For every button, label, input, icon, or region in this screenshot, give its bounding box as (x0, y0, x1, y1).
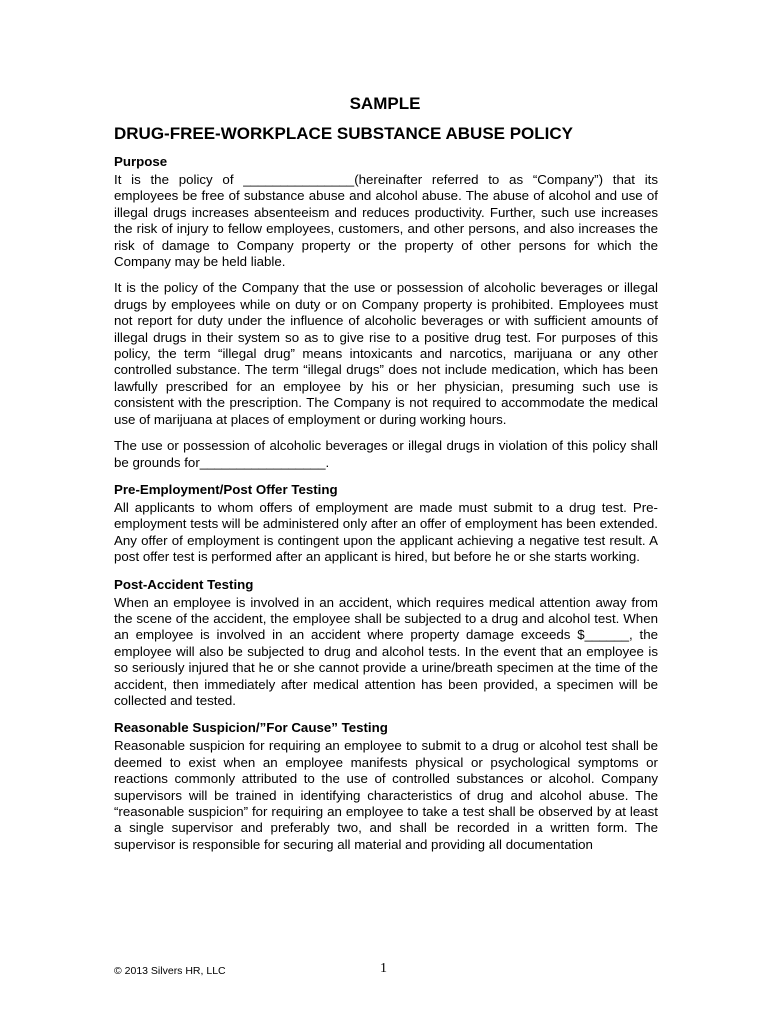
section-pre-employment (114, 481, 658, 566)
paragraph: All applicants to whom offers of employment are made must submit to a drug test. Pre-employment tests will be administered only after an offer of employment has been extended. Any offer of employment is contingent upon the applicant achieving a negative test result. A post offer test is performed after an applicant is hired, but before he or she starts working. (114, 499, 658, 565)
paragraph: It is the policy of the Company that the use or possession of alcoholic beverages or illegal drugs by employees while on duty or on Company property is prohibited. Employees must not report for duty under the influence of alcoholic beverages or with sufficient amounts of illegal drugs in their system so as to give rise to a positive drug test. For purposes of this policy, the term “illegal drug” means intoxicants and narcotics, marijuana or any other controlled substance. The term “illegal drugs” does not include medication, which has been lawfully prescribed for an employee by his or her physician, presuming such use is consistent with the prescription. The Company is not required to accommodate the medical use of marijuana at places of employment or during working hours. (114, 280, 658, 427)
section-heading: Pre-Employment/Post Offer Testing (114, 481, 338, 497)
paragraph: The use or possession of alcoholic beverages or illegal drugs in violation of this policy shall be grounds for_________________. (114, 438, 658, 470)
paragraph: It is the policy of _______________(hereinafter referred to as “Company”) that its employees be free of substance abuse and alcohol abuse. The abuse of alcohol and use of illegal drugs increases absenteeism and reduces productivity. Further, such use increases the risk of injury to fellow employees, customers, and other persons, and also increases the risk of damage to Company property or the property of other persons for which the Company may be held liable. (114, 172, 658, 270)
section-heading: Post-Accident Testing (114, 576, 254, 592)
section-post-accident (114, 576, 658, 710)
section-purpose (114, 153, 658, 471)
footer-copyright: © 2013 Silvers HR, LLC (114, 965, 226, 977)
page-number: 1 (380, 961, 387, 976)
paragraph: Reasonable suspicion for requiring an employee to submit to a drug or alcohol test shall be deemed to exist when an employee manifests physical or psychological symptoms or reactions commonly attributed to the use of controlled substances or alcohol. Company supervisors will be trained in identifying characteristics of drug and alcohol abuse. The “reasonable suspicion” for requiring an employee to take a test shall be observed by at least a single supervisor and preferably two, and shall be recorded in a written form. The supervisor is responsible for securing all material and providing all documentation (114, 738, 658, 852)
section-reasonable-suspicion (114, 719, 658, 853)
document-subtitle: DRUG-FREE-WORKPLACE SUBSTANCE ABUSE POLICY (114, 124, 574, 143)
section-heading: Reasonable Suspicion/”For Cause” Testing (114, 720, 388, 736)
section-heading: Purpose (114, 154, 168, 169)
paragraph: When an employee is involved in an accident, which requires medical attention away from the scene of the accident, the employee shall be subjected to a drug and alcohol test. When an employee is involved in an accident where property damage exceeds $______, the employee will also be subjected to drug and alcohol tests. In the event that an employee is so seriously injured that he or she cannot provide a urine/breath specimen at the time of the accident, then immediately after medical attention has been provided, a specimen will be collected and tested. (114, 594, 658, 708)
document-body (114, 153, 658, 863)
document-title: SAMPLE (349, 94, 421, 113)
